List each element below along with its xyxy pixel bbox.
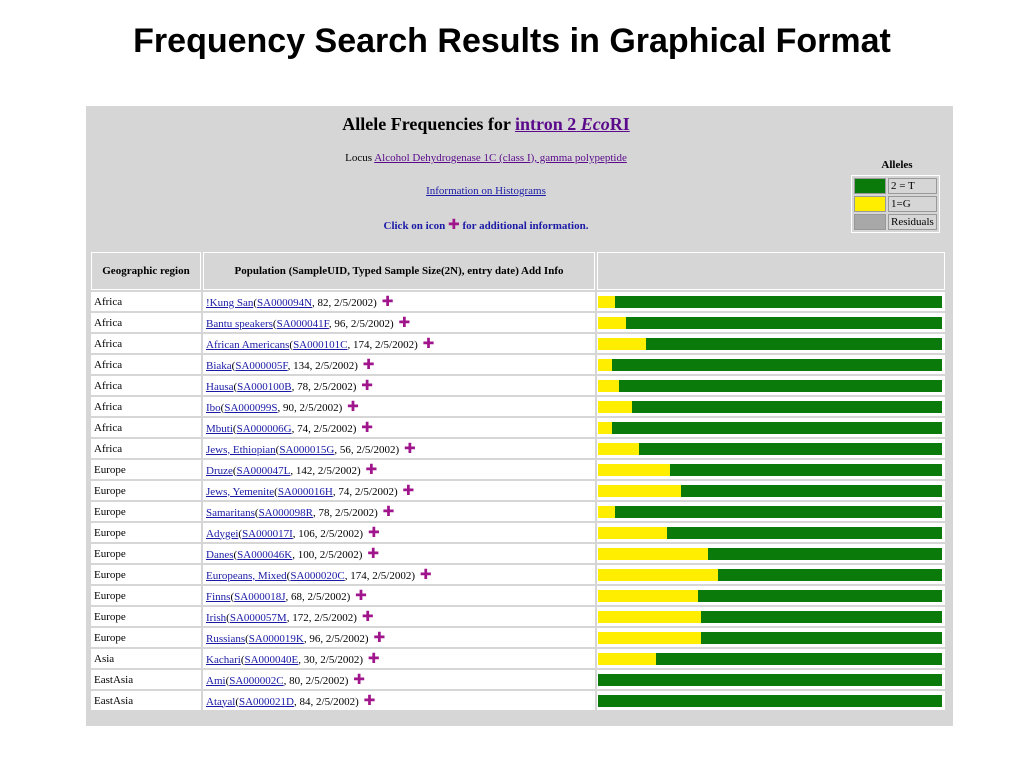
allele-g-segment [598, 338, 646, 350]
population-cell: Adygei(SA000017I, 106, 2/5/2002) ✚ [203, 523, 595, 542]
region-cell: Europe [91, 607, 201, 626]
population-cell: Danes(SA000046K, 100, 2/5/2002) ✚ [203, 544, 595, 563]
histogram-cell [597, 628, 945, 647]
frequency-bar[interactable] [598, 422, 942, 434]
table-row [91, 607, 945, 626]
allele-g-segment [598, 611, 701, 623]
sample-details: , 90, 2/5/2002) [277, 401, 343, 414]
allele-t-segment [598, 695, 942, 707]
add-info-plus-icon[interactable]: ✚ [397, 482, 415, 499]
population-link[interactable]: Samaritans [206, 506, 255, 519]
population-link[interactable]: Jews, Yemenite [206, 485, 275, 498]
allele-t-segment [626, 317, 942, 329]
page-heading [86, 114, 886, 135]
add-info-plus-icon[interactable]: ✚ [363, 524, 380, 541]
population-link[interactable]: Mbuti [206, 422, 233, 435]
allele-g-segment [598, 527, 667, 539]
frequency-bar[interactable] [598, 464, 942, 476]
click-info-line: Click on icon ✚ for additional information. [383, 217, 589, 233]
table-row [91, 376, 945, 395]
allele-t-segment [619, 380, 942, 392]
add-info-plus-icon[interactable]: ✚ [357, 356, 375, 373]
add-info-plus-icon[interactable]: ✚ [399, 440, 416, 457]
plus-icon: ✚ [447, 217, 460, 233]
allele-g-segment [598, 422, 612, 434]
frequency-bar[interactable] [598, 338, 942, 350]
population-cell: Europeans, Mixed(SA000020C, 174, 2/5/2002) ✚ [203, 565, 595, 584]
population-link[interactable]: Irish [206, 611, 227, 624]
population-link[interactable]: Finns [206, 590, 231, 603]
sample-details: , 30, 2/5/2002) [298, 653, 364, 666]
table-row [91, 334, 945, 353]
sample-uid-link[interactable]: SA000016H [277, 485, 333, 498]
info-line [86, 185, 886, 197]
sample-uid-link[interactable]: SA000018J [234, 590, 286, 603]
table-row [91, 544, 945, 563]
sample-uid-link[interactable]: SA000041F [276, 317, 329, 330]
allele-t-segment [656, 653, 942, 665]
sample-details: , 84, 2/5/2002) [294, 695, 359, 708]
population-link[interactable]: Europeans, Mixed [206, 569, 287, 582]
frequency-bar[interactable] [598, 401, 942, 413]
allele-t-segment [698, 590, 942, 602]
legend-swatch [854, 178, 886, 194]
frequency-bar[interactable] [598, 653, 942, 665]
add-info-plus-icon[interactable]: ✚ [376, 293, 394, 310]
sample-uid-link[interactable]: SA000020C [290, 569, 345, 582]
add-info-plus-icon[interactable]: ✚ [377, 503, 395, 520]
sample-details: , 106, 2/5/2002) [292, 527, 364, 540]
frequency-bar[interactable] [598, 527, 942, 539]
add-info-plus-icon[interactable]: ✚ [356, 608, 374, 625]
allele-g-segment [598, 590, 698, 602]
region-cell: Africa [91, 292, 201, 311]
legend-table [851, 175, 940, 233]
population-link[interactable]: Biaka [206, 359, 232, 372]
region-cell: Africa [91, 439, 201, 458]
allele-t-segment [632, 401, 942, 413]
sample-details: , 56, 2/5/2002) [334, 443, 400, 456]
allele-g-segment [598, 464, 670, 476]
histogram-cell [597, 418, 945, 437]
add-info-plus-icon[interactable]: ✚ [417, 335, 435, 352]
population-cell: Druze(SA000047L, 142, 2/5/2002) ✚ [203, 460, 595, 479]
header-population: Population (SampleUID, Typed Sample Size(2N), entry date) Add Info [203, 252, 595, 290]
allele-t-segment [667, 527, 942, 539]
population-link[interactable]: Bantu speakers [206, 317, 273, 330]
add-info-plus-icon[interactable]: ✚ [350, 587, 367, 604]
frequency-bar[interactable] [598, 590, 942, 602]
population-link[interactable]: Hausa [206, 380, 234, 393]
region-cell: Africa [91, 397, 201, 416]
histogram-cell [597, 376, 945, 395]
add-info-plus-icon[interactable]: ✚ [358, 692, 376, 709]
header-geographic-region: Geographic region [91, 252, 201, 290]
sample-details: , 174, 2/5/2002) [344, 569, 416, 582]
legend-label: 2 = T [888, 178, 937, 194]
histogram-info-link[interactable]: Information on Histograms [426, 185, 546, 197]
allele-g-segment [598, 632, 701, 644]
histogram-cell [597, 292, 945, 311]
legend-title: Alleles [881, 159, 913, 171]
frequency-bar[interactable] [598, 317, 942, 329]
sample-uid-link[interactable]: SA000017I [242, 527, 293, 540]
sample-uid-link[interactable]: SA000046K [237, 548, 293, 561]
histogram-cell [597, 355, 945, 374]
allele-t-segment [598, 674, 942, 686]
frequency-bar[interactable] [598, 569, 942, 581]
table-row [91, 439, 945, 458]
region-cell: Europe [91, 460, 201, 479]
sample-details: , 100, 2/5/2002) [292, 548, 363, 561]
sample-details: , 68, 2/5/2002) [285, 590, 351, 603]
allele-g-segment [598, 569, 718, 581]
sample-details: , 78, 2/5/2002) [291, 380, 357, 393]
frequency-bar[interactable] [598, 695, 942, 707]
allele-g-segment [598, 359, 612, 371]
region-cell: Europe [91, 565, 201, 584]
frequency-bar[interactable] [598, 359, 942, 371]
allele-g-segment [598, 296, 615, 308]
sample-details: , 74, 2/5/2002) [332, 485, 398, 498]
sample-details: , 74, 2/5/2002) [291, 422, 357, 435]
histogram-cell [597, 334, 945, 353]
legend-swatch [854, 196, 886, 212]
sample-uid-link[interactable]: SA000006G [236, 422, 292, 435]
locus-line [86, 152, 886, 164]
allele-g-segment [598, 485, 681, 497]
allele-t-segment [615, 296, 942, 308]
population-cell: Jews, Yemenite(SA000016H, 74, 2/5/2002) ✚ [203, 481, 595, 500]
population-cell: Bantu speakers(SA000041F, 96, 2/5/2002) ✚ [203, 313, 595, 332]
table-row [91, 292, 945, 311]
population-cell: Atayal(SA000021D, 84, 2/5/2002) ✚ [203, 691, 595, 710]
region-cell: Africa [91, 376, 201, 395]
table-row [91, 355, 945, 374]
allele-t-segment [718, 569, 942, 581]
histogram-cell [597, 502, 945, 521]
sample-uid-link[interactable]: SA000098R [258, 506, 313, 519]
population-link[interactable]: Jews, Ethiopian [206, 443, 276, 456]
add-info-plus-icon[interactable]: ✚ [356, 419, 373, 436]
add-info-plus-icon[interactable]: ✚ [356, 377, 373, 394]
sample-uid-link[interactable]: SA000005F [235, 359, 288, 372]
sample-uid-link[interactable]: SA000094N [257, 296, 313, 309]
population-cell: Biaka(SA000005F, 134, 2/5/2002) ✚ [203, 355, 595, 374]
sample-uid-link[interactable]: SA000040E [244, 653, 299, 666]
population-cell: Mbuti(SA000006G, 74, 2/5/2002) ✚ [203, 418, 595, 437]
add-info-plus-icon[interactable]: ✚ [342, 398, 359, 415]
histogram-cell [597, 481, 945, 500]
allele-g-segment [598, 548, 708, 560]
frequency-bar[interactable] [598, 548, 942, 560]
frequency-bar[interactable] [598, 506, 942, 518]
histogram-cell [597, 544, 945, 563]
histogram-cell [597, 565, 945, 584]
histogram-cell [597, 607, 945, 626]
histogram-cell [597, 313, 945, 332]
region-cell: Europe [91, 523, 201, 542]
population-cell: Finns(SA000018J, 68, 2/5/2002) ✚ [203, 586, 595, 605]
table-row [91, 565, 945, 584]
table-row [91, 523, 945, 542]
sample-details: , 80, 2/5/2002) [283, 674, 349, 687]
allele-g-segment [598, 506, 615, 518]
allele-t-segment [701, 632, 942, 644]
region-cell: Europe [91, 544, 201, 563]
population-link[interactable]: Kachari [206, 653, 241, 666]
population-link[interactable]: African Americans [206, 338, 290, 351]
allele-g-segment [598, 401, 632, 413]
sample-details: , 78, 2/5/2002) [312, 506, 378, 519]
add-info-plus-icon[interactable]: ✚ [348, 671, 366, 688]
sample-uid-link[interactable]: SA000099S [224, 401, 278, 414]
alleles-legend [851, 159, 943, 233]
region-cell: Asia [91, 649, 201, 668]
sample-uid-link[interactable]: SA000100B [237, 380, 292, 393]
region-cell: Africa [91, 355, 201, 374]
sample-details: , 96, 2/5/2002) [303, 632, 369, 645]
allele-g-segment [598, 443, 639, 455]
legend-label: 1=G [888, 196, 937, 212]
allele-t-segment [646, 338, 942, 350]
sample-uid-link[interactable]: SA000002C [229, 674, 284, 687]
sample-uid-link[interactable]: SA000021D [239, 695, 295, 708]
allele-t-segment [612, 359, 942, 371]
histogram-cell [597, 439, 945, 458]
add-info-plus-icon[interactable]: ✚ [415, 566, 432, 583]
add-info-plus-icon[interactable]: ✚ [363, 650, 380, 667]
region-cell: EastAsia [91, 670, 201, 689]
histogram-cell [597, 460, 945, 479]
frequency-bar[interactable] [598, 485, 942, 497]
table-row [91, 460, 945, 479]
population-cell: Samaritans(SA000098R, 78, 2/5/2002) ✚ [203, 502, 595, 521]
slide-title: Frequency Search Results in Graphical Format [133, 22, 891, 60]
frequency-bar[interactable] [598, 674, 942, 686]
allele-t-segment [670, 464, 942, 476]
population-cell: Ibo(SA000099S, 90, 2/5/2002) ✚ [203, 397, 595, 416]
sample-details: , 96, 2/5/2002) [328, 317, 394, 330]
population-cell: Hausa(SA000100B, 78, 2/5/2002) ✚ [203, 376, 595, 395]
population-link[interactable]: Adygei [206, 527, 239, 540]
histogram-cell [597, 523, 945, 542]
allele-t-segment [639, 443, 942, 455]
population-cell: Irish(SA000057M, 172, 2/5/2002) ✚ [203, 607, 595, 626]
population-link[interactable]: Druze [206, 464, 233, 477]
histogram-cell [597, 397, 945, 416]
sample-uid-link[interactable]: SA000047L [236, 464, 291, 477]
legend-item [854, 178, 937, 194]
population-link[interactable]: Atayal [206, 695, 236, 708]
table-row [91, 628, 945, 647]
region-cell: Europe [91, 481, 201, 500]
allele-g-segment [598, 653, 656, 665]
legend-item [854, 214, 937, 230]
population-link[interactable]: Ibo [206, 401, 221, 414]
region-cell: Africa [91, 418, 201, 437]
allele-g-segment [598, 380, 619, 392]
sample-uid-link[interactable]: SA000057M [229, 611, 287, 624]
legend-swatch [854, 214, 886, 230]
allele-t-segment [615, 506, 942, 518]
population-link[interactable]: Danes [206, 548, 234, 561]
frequency-bar[interactable] [598, 380, 942, 392]
table-header-row [91, 252, 945, 290]
frequency-table [89, 250, 947, 712]
sample-uid-link[interactable]: SA000015G [279, 443, 335, 456]
population-cell: Jews, Ethiopian(SA000015G, 56, 2/5/2002) ✚ [203, 439, 595, 458]
population-link[interactable]: Russians [206, 632, 246, 645]
sample-details: , 172, 2/5/2002) [286, 611, 357, 624]
heading-prefix: Allele Frequencies for [342, 114, 511, 134]
locus-label: Locus [345, 152, 373, 164]
allele-t-segment [701, 611, 942, 623]
region-cell: Africa [91, 313, 201, 332]
browser-content-panel [86, 106, 953, 726]
legend-label: Residuals [888, 214, 937, 230]
allele-t-segment [708, 548, 942, 560]
locus-link[interactable]: Alcohol Dehydrogenase 1C (class I), gamma polypeptide [374, 152, 627, 164]
site-link[interactable]: intron 2 EcoRI [515, 114, 630, 134]
population-cell: Russians(SA000019K, 96, 2/5/2002) ✚ [203, 628, 595, 647]
table-row [91, 313, 945, 332]
sample-details: , 174, 2/5/2002) [347, 338, 418, 351]
population-cell: Ami(SA000002C, 80, 2/5/2002) ✚ [203, 670, 595, 689]
histogram-cell [597, 691, 945, 710]
region-cell: EastAsia [91, 691, 201, 710]
population-cell: Kachari(SA000040E, 30, 2/5/2002) ✚ [203, 649, 595, 668]
header-histogram [597, 252, 945, 290]
table-row [91, 418, 945, 437]
frequency-bar[interactable] [598, 443, 942, 455]
add-info-plus-icon[interactable]: ✚ [360, 461, 378, 478]
sample-details: , 82, 2/5/2002) [312, 296, 377, 309]
region-cell: Europe [91, 586, 201, 605]
table-row [91, 481, 945, 500]
histogram-cell [597, 670, 945, 689]
allele-t-segment [681, 485, 942, 497]
region-cell: Africa [91, 334, 201, 353]
table-row [91, 670, 945, 689]
table-row [91, 649, 945, 668]
region-cell: Europe [91, 628, 201, 647]
population-cell: !Kung San(SA000094N, 82, 2/5/2002) ✚ [203, 292, 595, 311]
legend-item [854, 196, 937, 212]
add-info-plus-icon[interactable]: ✚ [368, 629, 386, 646]
population-link[interactable]: !Kung San [206, 296, 254, 309]
frequency-bar[interactable] [598, 611, 942, 623]
histogram-cell [597, 586, 945, 605]
add-info-plus-icon[interactable]: ✚ [393, 314, 411, 331]
add-info-plus-icon[interactable]: ✚ [362, 545, 380, 562]
sample-uid-link[interactable]: SA000019K [248, 632, 304, 645]
frequency-bar[interactable] [598, 632, 942, 644]
table-row [91, 586, 945, 605]
region-cell: Europe [91, 502, 201, 521]
allele-g-segment [598, 317, 626, 329]
population-link[interactable]: Ami [206, 674, 226, 687]
table-row [91, 691, 945, 710]
population-cell: African Americans(SA000101C, 174, 2/5/2002) ✚ [203, 334, 595, 353]
table-row [91, 397, 945, 416]
frequency-bar[interactable] [598, 296, 942, 308]
histogram-cell [597, 649, 945, 668]
sample-details: , 134, 2/5/2002) [287, 359, 358, 372]
sample-uid-link[interactable]: SA000101C [293, 338, 348, 351]
allele-t-segment [612, 422, 942, 434]
sample-details: , 142, 2/5/2002) [290, 464, 361, 477]
table-row [91, 502, 945, 521]
